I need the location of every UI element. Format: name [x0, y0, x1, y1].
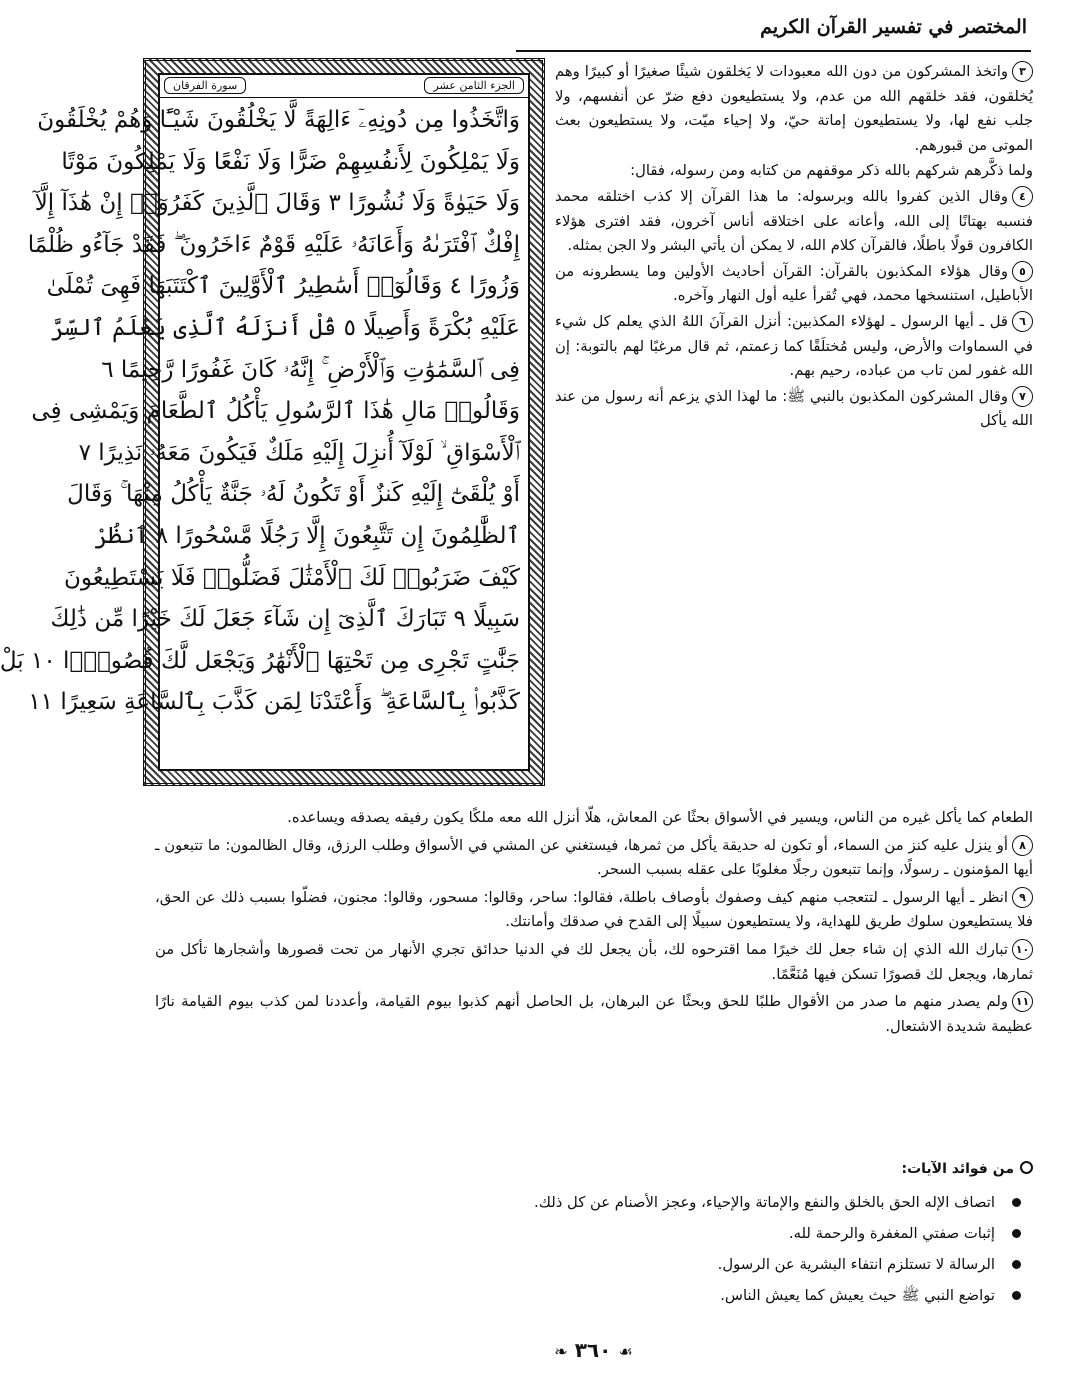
tafsir-full-column — [155, 806, 1033, 1042]
ayah-line: إِفْكٌ ٱفْتَرَىٰهُ وَأَعَانَهُۥ عَلَيْهِ قَوْمٌ ءَاخَرُونَ ۖ فَقَدْ جَآءُو ظُلْمًا — [27, 231, 520, 258]
benefits-section — [155, 1157, 1033, 1311]
benefit-item — [155, 1218, 1033, 1249]
tafsir-paragraph — [155, 886, 1033, 935]
book-title: المختصر في تفسير القرآن الكريم — [760, 16, 1027, 38]
tafsir-paragraph — [555, 310, 1033, 384]
tafsir-text: ولم يصدر منهم ما صدر من الأقوال طلبًا للحق وبحثًا عن البرهان، بل الحاصل أنهم كذبوا بيوم القيامة، وأعددنا لمن كذب بيوم القيامة نارًا عظيمة شديدة الاشتعال. — [155, 993, 1033, 1035]
bullet-icon — [1012, 1291, 1021, 1300]
benefit-item — [155, 1249, 1033, 1280]
tafsir-text: وقال الذين كفروا بالله وبرسوله: ما هذا القرآن إلا كذب اختلقه محمد فنسبه بهتانًا إلى الله، وأعانه على اختلاقه أناس آخرون، فقد افترى هؤلاء الكافرون قولًا باطلًا، فالقرآن كلام الله، لا يمكن أن يأتي البشر ولا الجن بمثله. — [555, 187, 1033, 255]
verse-number-icon: ٤ — [1012, 186, 1033, 207]
verse-number-icon: ٦ — [1012, 311, 1033, 332]
tafsir-paragraph — [555, 60, 1033, 158]
ayah-line: سَبِيلًا ٩ تَبَارَكَ ٱلَّذِىٓ إِن شَآءَ جَعَلَ لَكَ خَيْرًا مِّن ذَٰلِكَ — [50, 606, 520, 633]
ayah-line: جَنَّٰتٍ تَجْرِى مِن تَحْتِهَا ٱلْأَنْهَٰرُ وَيَجْعَل لَّكَ قُصُورًۢا ١٠ بَلْ — [0, 647, 520, 674]
bullet-icon — [1012, 1260, 1021, 1269]
ayah-line: عَلَيْهِ بُكْرَةً وَأَصِيلًا ٥ قُلْ أَنزَلَهُ ٱلَّذِى يَعْلَمُ ٱلسِّرَّ — [50, 314, 520, 341]
verse-number-icon: ١٠ — [1012, 939, 1033, 960]
quran-frame — [0, 58, 545, 786]
ayah-line: ٱلظَّٰلِمُونَ إِن تَتَّبِعُونَ إِلَّا رَجُلًا مَّسْحُورًا ٨ ٱنظُرْ — [94, 522, 520, 549]
tafsir-paragraph — [555, 385, 1033, 434]
benefit-text: إثبات صفتي المغفرة والرحمة لله. — [788, 1225, 995, 1242]
tafsir-text: قل ـ أيها الرسول ـ لهؤلاء المكذبين: أنزل القرآنَ اللهُ الذي يعلم كل شيء في السماوات والأرض، وليس مُختلَقًا كما زعمتم، ثم قال مرغبًا لهم بالتوبة: إن الله غفور لمن تاب من عباده، رحيم بهم. — [555, 312, 1033, 380]
page-number — [121, 1338, 1066, 1362]
tafsir-text: تبارك الله الذي إن شاء جعل لك خيرًا مما اقترحوه لك، بأن يجعل لك في الدنيا حدائق تجري الأنهار من تحت قصورها وأشجارها تأكل من ثمارها، ويجعل لك قصورًا تسكن فيها مُنَعَّمًا. — [155, 940, 1033, 983]
ayah-line: وَقَالُوا۟ مَالِ هَٰذَا ٱلرَّسُولِ يَأْكُلُ ٱلطَّعَامَ وَيَمْشِى فِى — [31, 398, 520, 425]
tafsir-text: أو ينزل عليه كنز من السماء، أو تكون له حديقة يأكل من ثمرها، فيستغني عن المشي في الأسواق وطلب الرزق، وقال الظالمون: ما تتبعون ـ أيها المؤمنون ـ رسولًا، وإنما تتبعون رجلًا مغلوبًا على عقله بسبب السحر. — [155, 836, 1033, 879]
benefits-list — [155, 1187, 1033, 1311]
benefit-item — [155, 1187, 1033, 1218]
ayah-line: كَذَّبُوا۟ بِٱلسَّاعَةِ ۖ وَأَعْتَدْنَا لِمَن كَذَّبَ بِٱلسَّاعَةِ سَعِيرًا ١١ — [28, 689, 520, 716]
ayah-lines — [0, 98, 528, 724]
verse-number-icon: ٧ — [1012, 386, 1033, 407]
bullet-icon — [1012, 1198, 1021, 1207]
bullet-icon — [1012, 1229, 1021, 1238]
page-header — [516, 14, 1031, 52]
ornament-right-icon: ☙ — [618, 1342, 633, 1361]
verse-number-icon: ٣ — [1012, 61, 1033, 82]
tafsir-paragraph — [155, 806, 1033, 831]
tafsir-text: واتخذ المشركون من دون الله معبودات لا يَخلقون شيئًا صغيرًا أو كبيرًا وهم يُخلقون، فقد خلقهم الله من عدم، ولا يستطيعون دفع ضرّ عن أنفسهم، ولا جلب نفع لها، ولا يستطيعون إماتة حيّ، ولا إحياء ميّت، ولا يستطيعون بعث الموتى من قبورهم. — [555, 63, 1033, 154]
tafsir-side-column — [555, 60, 1033, 802]
tafsir-text: وقال هؤلاء المكذبون بالقرآن: القرآن أحاديث الأولين وما يسطرونه من الأباطيل، استنسخها محمد، فهي تُقرأ عليه أول النهار وآخره. — [555, 262, 1033, 305]
ayah-line: ٱلْأَسْوَاقِ ۙ لَوْلَآ أُنزِلَ إِلَيْهِ مَلَكٌ فَيَكُونَ مَعَهُۥ نَذِيرًا ٧ — [78, 439, 520, 466]
ayah-line: وَزُورًا ٤ وَقَالُوٓا۟ أَسَٰطِيرُ ٱلْأَوَّلِينَ ٱكْتَتَبَهَا فَهِىَ تُمْلَىٰ — [46, 273, 520, 300]
tafsir-paragraph — [155, 990, 1033, 1039]
ayah-line: وَلَا حَيَوٰةً وَلَا نُشُورًا ٣ وَقَالَ ٱلَّذِينَ كَفَرُوٓا۟ إِنْ هَٰذَآ إِلَّآ — [34, 190, 520, 217]
quran-text-box — [0, 73, 530, 771]
verse-number-icon: ٨ — [1012, 835, 1033, 856]
verse-number-icon: ١١ — [1012, 991, 1033, 1012]
ayah-line: كَيْفَ ضَرَبُوا۟ لَكَ ٱلْأَمْثَٰلَ فَضَلُّوا۟ فَلَا يَسْتَطِيعُونَ — [64, 564, 520, 591]
page-number-text: ٣٦٠ — [574, 1338, 612, 1362]
tafsir-text: انظر ـ أيها الرسول ـ لتتعجب منهم كيف وصفوك بأوصاف باطلة، فقالوا: ساحر، وقالوا: مسحور، وقالوا: مجنون، فضلّوا بسبب ذلك عن الحق، فلا يستطيعون سلوك طريق للهداية، ولا يستطيعون سبيلًا إلى القدح في صدقك وأمانتك. — [155, 888, 1033, 931]
ornament-left-icon: ❧ — [554, 1342, 568, 1361]
frame-header — [160, 75, 528, 98]
ayah-line: فِى ٱلسَّمَٰوَٰتِ وَٱلْأَرْضِ ۚ إِنَّهُۥ كَانَ غَفُورًا رَّحِيمًا ٦ — [101, 356, 520, 383]
tafsir-text: ولما ذكَّرهم شركهم بالله ذكر موقفهم من كتابه ومن رسوله، فقال: — [630, 162, 1033, 180]
benefit-text: اتصاف الإله الحق بالخلق والنفع والإماتة والإحياء، وعجز الأصنام عن كل ذلك. — [534, 1194, 995, 1211]
benefit-item — [155, 1280, 1033, 1311]
tafsir-paragraph — [555, 260, 1033, 309]
verse-number-icon: ٩ — [1012, 887, 1033, 908]
tafsir-paragraph — [155, 938, 1033, 987]
juz-label: الجزء الثامن عشر — [424, 77, 524, 94]
circle-bullet-icon — [1020, 1161, 1033, 1174]
tafsir-paragraph — [155, 834, 1033, 883]
ayah-line: وَاتَّخَذُوا مِن دُونِهِۦٓ ءَالِهَةً لَّا يَخْلُقُونَ شَيْـًٔا وَهُمْ يُخْلَقُونَ — [37, 107, 520, 133]
tafsir-paragraph — [555, 185, 1033, 259]
benefits-title-text: من فوائد الآيات: — [901, 1161, 1014, 1177]
benefit-text: تواضع النبي ﷺ حيث يعيش كما يعيش الناس. — [720, 1287, 995, 1304]
tafsir-text: الطعام كما يأكل غيره من الناس، ويسير في الأسواق بحثًا عن المعاش، هلّا أنزل الله معه ملكًا يكون رفيقه يصدقه ويساعده. — [287, 809, 1033, 826]
ayah-line: أَوْ يُلْقَىٰٓ إِلَيْهِ كَنزٌ أَوْ تَكُونُ لَهُۥ جَنَّةٌ يَأْكُلُ مِنْهَا ۚ وَقَالَ — [67, 481, 520, 508]
benefit-text: الرسالة لا تستلزم انتفاء البشرية عن الرسول. — [717, 1256, 995, 1273]
tafsir-text: وقال المشركون المكذبون بالنبي ﷺ: ما لهذا الذي يزعم أنه رسول من عند الله يأكل — [555, 387, 1033, 430]
tafsir-paragraph — [555, 159, 1033, 184]
ayah-line: وَلَا يَمْلِكُونَ لِأَنفُسِهِمْ ضَرًّا وَلَا نَفْعًا وَلَا يَمْلِكُونَ مَوْتًا — [61, 148, 520, 175]
verse-number-icon: ٥ — [1012, 261, 1033, 282]
surah-label: سورة الفرقان — [164, 77, 246, 94]
benefits-title — [155, 1157, 1033, 1181]
